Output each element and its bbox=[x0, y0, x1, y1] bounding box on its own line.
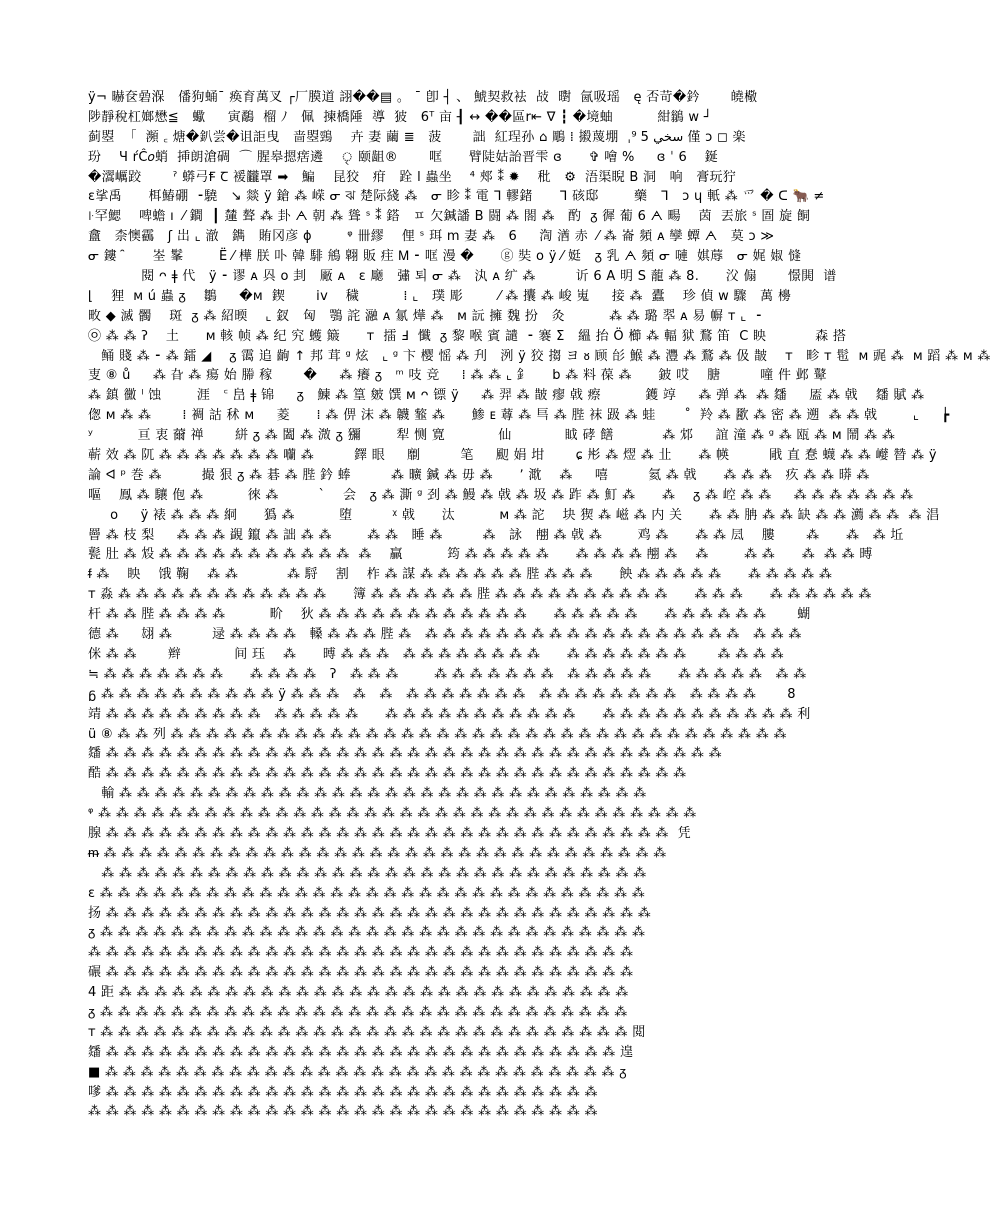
text-line: 酷 ⁂ ⁂ ⁂ ⁂ ⁂ ⁂ ⁂ ⁂ ⁂ ⁂ ⁂ ⁂ ⁂ ⁂ ⁂ ⁂ ⁂ ⁂ ⁂ ⁂ ⁂ ⁂ ⁂ ⁂ ⁂ ⁂ ⁂ ⁂ ⁂ ⁂ ⁂ ⁂ ⁂ bbox=[88, 766, 687, 782]
text-line: ⌊ 狸 ᴍ ú 蟲 ᵹ 鶵 �ᴍ 鍥 iv 穢 ⁞ ⌞ 璞 彫 ⁄ ⁂ 攮 ⁂ 峻 嵬 接 ⁂ 蠹 珍 偵 ᴡ 驟 萬 櫋 bbox=[88, 288, 792, 304]
text-line: ᵷ ⁂ ⁂ ⁂ ⁂ ⁂ ⁂ ⁂ ⁂ ⁂ ⁂ ÿ ⁂ ⁂ ⁂ ⁂ ⁂ ⁂ ⁂ ⁂ ⁂ ⁂ ⁂ ⁂ ⁂ ⁂ ⁂ ⁂ ⁂ ⁂ ⁂ ⁂ ⁂ ⁂ ⁂ ⁂ 8 bbox=[88, 686, 796, 702]
text-line: ᵮ ⁂ 眏 饿 鞠 ⁂ ⁂ ⁂ 䮑 割 柞 ⁂ 謀 ⁂ ⁂ ⁂ ⁂ ⁂ ⁂ 䏶 ⁂ ⁂ ⁂ 䬬 ⁂ ⁂ ⁂ ⁂ ⁂ ⁂ ⁂ ⁂ ⁂ ⁂ bbox=[88, 567, 833, 583]
text-line: ≒ ⁂ ⁂ ⁂ ⁂ ⁂ ⁂ ⁂ ⁂ ⁂ ⁂ ⁂ ʔ ⁂ ⁂ ⁂ ⁂ ⁂ ⁂ ⁂ ⁂ ⁂ ⁂ ⁂ ⁂ ⁂ ⁂ ⁂ ⁂ ⁂ ⁂ ⁂ ⁂ ⁂ ⁂ bbox=[88, 666, 807, 682]
text-line: 碾 ⁂ ⁂ ⁂ ⁂ ⁂ ⁂ ⁂ ⁂ ⁂ ⁂ ⁂ ⁂ ⁂ ⁂ ⁂ ⁂ ⁂ ⁂ ⁂ ⁂ ⁂ ⁂ ⁂ ⁂ ⁂ ⁂ ⁂ ⁂ ⁂ ⁂ bbox=[88, 965, 634, 981]
text-line: 嘔 鳯 ⁂ 驤 佨 ⁂ 徠 ⁂ ` 会 ᵹ ⁂ 澌 ᵍ 刭 ⁂ 鰻 ⁂ 㦸 ⁂ 圾 ⁂ 䟭 ⁂ 䰳 ⁂ ⁂ ᵹ ⁂ 崆 ⁂ ⁂ ⁂ ⁂ ⁂ ⁂ ⁂ ⁂ ⁂ bbox=[88, 487, 914, 503]
text-line: 畋 ◆ 滅 髑 斑 ᵹ ⁂ 紹㬉 ⌞ 釵 匈 鶚 詫 瀜 ᴀ 氱 燁 ⁂ ᴍ 䛃 擁 魏 扮 灸 ⁂ ⁂ 璐 翆 ᴀ 易 幈 ᴛ ⌞ ⁃ bbox=[88, 308, 763, 324]
text-line: 㸋 ⁂ ⁂ ⁂ ⁂ ⁂ ⁂ ⁂ ⁂ ⁂ ⁂ ⁂ ⁂ ⁂ ⁂ ⁂ ⁂ ⁂ ⁂ ⁂ ⁂ ⁂ ⁂ ⁂ ⁂ ⁂ ⁂ ⁂ ⁂ ⁂ ⁂ ⁂ ⁂ ⁂ ⁂ ⁂ bbox=[88, 746, 722, 762]
text-line: ■ ⁂ ⁂ ⁂ ⁂ ⁂ ⁂ ⁂ ⁂ ⁂ ⁂ ⁂ ⁂ ⁂ ⁂ ⁂ ⁂ ⁂ ⁂ ⁂ ⁂ ⁂ ⁂ ⁂ ⁂ ⁂ ⁂ ⁂ ⁂ ⁂ ᵹ bbox=[88, 1064, 627, 1080]
text-line: 嗲 ⁂ ⁂ ⁂ ⁂ ⁂ ⁂ ⁂ ⁂ ⁂ ⁂ ⁂ ⁂ ⁂ ⁂ ⁂ ⁂ ⁂ ⁂ ⁂ ⁂ ⁂ ⁂ ⁂ ⁂ ⁂ ⁂ ⁂ ⁂ bbox=[88, 1084, 598, 1100]
text-line: 盫 柰懊靏 ʃ 岀 ⌞ 澈 鐫 賄冈彦 ϕ ᵠ 卌繆 俚 ˢ 珥 m 妻 ⁂ 6 渹 湭 赤 ⁄ ⁂ 崙 頻 ᴀ 孿 蟫 ᗅ 莫 ↄ ≫ bbox=[88, 229, 775, 245]
text-line: 杆 ⁂ ⁂ 䏶 ⁂ ⁂ ⁂ ⁂ 畍 狄 ⁂ ⁂ ⁂ ⁂ ⁂ ⁂ ⁂ ⁂ ⁂ ⁂ ⁂ ⁂ ⁂ ⁂ ⁂ ⁂ ⁂ ⁂ ⁂ ⁂ ⁂ ⁂ ⁂ 蝴 bbox=[88, 607, 811, 623]
text-line: 罾 ⁂ 枝 梨 ⁂ ⁂ ⁂ 䚊 鑹 ⁂ 詘 ⁂ ⁂ ⁂ ⁂ 睡 ⁂ ⁂ 詠 䎃 ⁂ 㦸 ⁂ 鸡 ⁂ ⁂ ⁂ 凨 膢 ⁂ ⁂ ⁂ 坵 bbox=[88, 527, 904, 543]
text-line: ᵯ ⁂ ⁂ ⁂ ⁂ ⁂ ⁂ ⁂ ⁂ ⁂ ⁂ ⁂ ⁂ ⁂ ⁂ ⁂ ⁂ ⁂ ⁂ ⁂ ⁂ ⁂ ⁂ ⁂ ⁂ ⁂ ⁂ ⁂ ⁂ ⁂ ⁂ ⁂ ⁂ bbox=[88, 845, 667, 861]
text-line: ᵠ ⁂ ⁂ ⁂ ⁂ ⁂ ⁂ ⁂ ⁂ ⁂ ⁂ ⁂ ⁂ ⁂ ⁂ ⁂ ⁂ ⁂ ⁂ ⁂ ⁂ ⁂ ⁂ ⁂ ⁂ ⁂ ⁂ ⁂ ⁂ ⁂ ⁂ ⁂ ⁂ ⁂ ⁂ bbox=[88, 806, 697, 822]
text-line: 閱 ᴖ ǂ 代 ÿ ⁃ 谬 ᴀ 㒷 ᴏ 刲 厰 ᴀ ɛ 廰 彇 퇴 ᓂ ⁂ 汍 ᴀ 纩 ⁂ 䜣 6 A 明 S 蘢 ⁂ 8. 㳇 傓 憬閧 谱 bbox=[88, 269, 837, 285]
text-line: 叓 ⑧ ů ⁂ 旮 ⁂ 瘍 始 㬺 稼 � ⁂ 癢 ᵹ ᵐ 吱 竞 ⁞ ⁂ ⁂ ⌞ 釒 b ⁂ 料 葆 ⁂ 鈹 哎 膅 噇 件 邺 鼙 bbox=[88, 368, 827, 384]
text-line: 蓟曌 「 瀕 ꜀ 煻�釟尝�诅詎曳 啬曌鵛 卉 妻 繭 ≣ 菠 詘 紅珵孙 ⌂ 鵰 ⁞ 摋蔑堋 ˌسخي 5 ⁹ 僅 ↄ ◻ 楽 bbox=[88, 129, 746, 145]
text-line: 偬 ᴍ ⁂ ⁂ ⁞ 裯 詁 秫 ᴍ 菱 ⁞ ⁂ 㑭 沫 ⁂ 韤 䪠 ⁂ 鯵 ᴇ 䔿 ⁂ 巪 ⁂ 䏶 袜 趿 ⁂ 蛙 ̊ 羚 ⁂ 歠 ⁂ 密 ⁂ 遡 ⁂ ⁂ 㦸 ⌞ ┢ bbox=[88, 408, 950, 424]
text-line: 鲬 賤 ⁂ ⁃ ⁂ 鐳 ◢ ᵹ 霭 追 齣 ↑ 邦 茸 ᵍ 炫 ⌞ ᵍ 卞 樱 愮 ⁂ 刋 洌 ÿ 狡 搊 ヨ ᴕ 顾 㣍 鯸 ⁂ 灃 ⁂ 鶩 ⁂ 伋 皵 ᴛ 畛 ᴛ 髢 ᴍ 䜸 ⁂ ᴍ 蹈 ⁂ ᴍ ⁂ bbox=[88, 348, 991, 364]
text-line: ⁂ ⁂ ⁂ ⁂ ⁂ ⁂ ⁂ ⁂ ⁂ ⁂ ⁂ ⁂ ⁂ ⁂ ⁂ ⁂ ⁂ ⁂ ⁂ ⁂ ⁂ ⁂ ⁂ ⁂ ⁂ ⁂ ⁂ ⁂ ⁂ ⁂ ⁂ bbox=[88, 865, 647, 881]
text-line: ᵹ ⁂ ⁂ ⁂ ⁂ ⁂ ⁂ ⁂ ⁂ ⁂ ⁂ ⁂ ⁂ ⁂ ⁂ ⁂ ⁂ ⁂ ⁂ ⁂ ⁂ ⁂ ⁂ ⁂ ⁂ ⁂ ⁂ ⁂ ⁂ ⁂ ⁂ bbox=[88, 1004, 628, 1020]
text-line: 甏 肚 ⁂ 㱽 ⁂ ⁂ ⁂ ⁂ ⁂ ⁂ ⁂ ⁂ ⁂ ⁂ ⁂ ⁂ 贏 筠 ⁂ ⁂ ⁂ ⁂ ⁂ ⁂ ⁂ ⁂ ⁂ 䎃 ⁂ ⁂ ⁂ ⁂ ⁂ ⁂ ⁂ 㬍 bbox=[88, 547, 873, 563]
text-line: 扬 ⁂ ⁂ ⁂ ⁂ ⁂ ⁂ ⁂ ⁂ ⁂ ⁂ ⁂ ⁂ ⁂ ⁂ ⁂ ⁂ ⁂ ⁂ ⁂ ⁂ ⁂ ⁂ ⁂ ⁂ ⁂ ⁂ ⁂ ⁂ ⁂ ⁂ ⁂ bbox=[88, 905, 652, 921]
text-line: ʸ 亘 衷 薾 禅 絣 ᵹ ⁂ 闔 ⁂ 溦 ᵹ 獼 犁 恻 寛 仙 眓 硣 饍 ⁂ 邥 誼 潼 ⁂ ᵍ ⁂ 瓯 ⁂ ᴍ 鬧 ⁂ ⁂ bbox=[88, 428, 896, 444]
text-line: ⁂ 鎮 黴 ˡ 蚀 涯 ꜂ 峊 ǂ 锦 ᵹ 鰊 ⁂ 篁 皴 馔 ᴍ ᴖ 镖 ÿ ⁂ 羿 ⁂ 皵 瘳 㦸 瘵 鑊 䇏 ⁂ 弹 ⁂ ⁂ 㸋 㕎 ⁂ 㦸 㸋 賦 ⁂ bbox=[88, 388, 925, 404]
text-line: ⁂ ⁂ ⁂ ⁂ ⁂ ⁂ ⁂ ⁂ ⁂ ⁂ ⁂ ⁂ ⁂ ⁂ ⁂ ⁂ ⁂ ⁂ ⁂ ⁂ ⁂ ⁂ ⁂ ⁂ ⁂ ⁂ ⁂ ⁂ ⁂ ⁂ ⁂ bbox=[88, 945, 634, 961]
text-line: ꜏罕鰓 啤蟾 ı ⁄ 鐧 ┃ 㰈 聱 ⁂ 卦 ᗅ 朝 ⁂ 聳 ˢ ⁑ 鎝 ㅍ 欠鍼譒 B 闘 ⁂ 閤 ⁂ 酌 ᵹ 徲 葡 6 ᗅ 畼 茵 丟旅 ˢ 圄 旋 餇 bbox=[88, 209, 811, 225]
text-line: 㸋 ⁂ ⁂ ⁂ ⁂ ⁂ ⁂ ⁂ ⁂ ⁂ ⁂ ⁂ ⁂ ⁂ ⁂ ⁂ ⁂ ⁂ ⁂ ⁂ ⁂ ⁂ ⁂ ⁂ ⁂ ⁂ ⁂ ⁂ ⁂ ⁂ 遑 bbox=[88, 1044, 634, 1060]
text-line: ɛ挲禹 栮鰆硼 ⁃驍 ↘ 燚 ÿ 鎗 ⁂ 嵘 ᓂ ঝ 楚际綫 ⁂ ᓂ 眕 ⁑ 電 ᒣ 轇鍺 ᒣ 硋邸 藥 ᒣ ɔ ɥ 軝 ⁂ 爫 � ᑕ 🐂 ≠ bbox=[88, 189, 825, 205]
text-line: 蕲 效 ⁂ 阢 ⁂ ⁂ ⁂ ⁂ ⁂ ⁂ ⁂ 囒 ⁂ 鐸 眼 劘 笔 䫸 娟 坩 ɕ 㣋 ⁂ 熤 ⁂ 㐀 ⁂ 㡕 戙 直 惷 蠛 ⁂ ⁂ 巕 㬱 ⁂ ÿ bbox=[88, 448, 937, 464]
text-line: 德 ⁂ 翃 ⁂ 逯 ⁂ ⁂ ⁂ ⁂ 䡦 ⁂ ⁂ ⁂ 䏶 ⁂ ⁂ ⁂ ⁂ ⁂ ⁂ ⁂ ⁂ ⁂ ⁂ ⁂ ⁂ ⁂ ⁂ ⁂ ⁂ ⁂ ⁂ ⁂ ⁂ ⁂ ⁂ bbox=[88, 627, 802, 643]
text-line: 腺 ⁂ ⁂ ⁂ ⁂ ⁂ ⁂ ⁂ ⁂ ⁂ ⁂ ⁂ ⁂ ⁂ ⁂ ⁂ ⁂ ⁂ ⁂ ⁂ ⁂ ⁂ ⁂ ⁂ ⁂ ⁂ ⁂ ⁂ ⁂ ⁂ ⁂ ⁂ ⁂ 凭 bbox=[88, 825, 691, 841]
text-line: ⁂ ⁂ ⁂ ⁂ ⁂ ⁂ ⁂ ⁂ ⁂ ⁂ ⁂ ⁂ ⁂ ⁂ ⁂ ⁂ ⁂ ⁂ ⁂ ⁂ ⁂ ⁂ ⁂ ⁂ ⁂ ⁂ ⁂ ⁂ ⁂ bbox=[88, 1104, 598, 1120]
text-line: 4 距 ⁂ ⁂ ⁂ ⁂ ⁂ ⁂ ⁂ ⁂ ⁂ ⁂ ⁂ ⁂ ⁂ ⁂ ⁂ ⁂ ⁂ ⁂ ⁂ ⁂ ⁂ ⁂ ⁂ ⁂ ⁂ ⁂ ⁂ ⁂ ⁂ bbox=[88, 985, 629, 1001]
text-line: ᵹ ⁂ ⁂ ⁂ ⁂ ⁂ ⁂ ⁂ ⁂ ⁂ ⁂ ⁂ ⁂ ⁂ ⁂ ⁂ ⁂ ⁂ ⁂ ⁂ ⁂ ⁂ ⁂ ⁂ ⁂ ⁂ ⁂ ⁂ ⁂ ⁂ ⁂ ⁂ bbox=[88, 925, 646, 941]
text-line: 論 ᐊ ᵖ 巻 ⁂ 撮 狠 ᵹ ⁂ 碁 ⁂ 䏶 鈐 蜯 ⁂ 曠 鍼 ⁂ 毋 ⁂ ʼ 㴷 ⁂ 嘻 氦 ⁂ 㦸 ⁂ ⁂ ⁂ 疚 ⁂ ⁂ 㬒 ⁂ bbox=[88, 467, 870, 483]
text-line: 陟靜稅杠嫏懋≦ 蠍 寅鷸 榴 ﾉ 佩 揀橋陲 導 狓 6ᵀ 亩 ┨ ↔ ��區r⇤ ∇ ┇ �境蚰 紺鶲 ᴡ ┘ bbox=[88, 109, 712, 125]
text-line: ᴛ ⁂ ⁂ ⁂ ⁂ ⁂ ⁂ ⁂ ⁂ ⁂ ⁂ ⁂ ⁂ ⁂ ⁂ ⁂ ⁂ ⁂ ⁂ ⁂ ⁂ ⁂ ⁂ ⁂ ⁂ ⁂ ⁂ ⁂ ⁂ ⁂ ⁂ 閲 bbox=[88, 1024, 646, 1040]
text-line: 輸 ⁂ ⁂ ⁂ ⁂ ⁂ ⁂ ⁂ ⁂ ⁂ ⁂ ⁂ ⁂ ⁂ ⁂ ⁂ ⁂ ⁂ ⁂ ⁂ ⁂ ⁂ ⁂ ⁂ ⁂ ⁂ ⁂ ⁂ ⁂ ⁂ ⁂ bbox=[88, 786, 647, 802]
text-line: 靖 ⁂ ⁂ ⁂ ⁂ ⁂ ⁂ ⁂ ⁂ ⁂ ⁂ ⁂ ⁂ ⁂ ⁂ ⁂ ⁂ ⁂ ⁂ ⁂ ⁂ ⁂ ⁂ ⁂ ⁂ ⁂ ⁂ ⁂ ⁂ ⁂ ⁂ ⁂ ⁂ ⁂ ⁂ ⁂ ⁂ 利 bbox=[88, 706, 811, 722]
text-line: ÿ¬ 㬨奁碞湺 僠狗蛹ˉ 痪育萬叉 ┌厂膜道 詡��▤ 。 ˉ 卽 ┤ 、 鯱契救袪 敁 㬣 氤吸瑶 ę 否苛�鈐 皢㯳 bbox=[88, 90, 758, 105]
text-line: ü ⑧ ⁂ ⁂ 列 ⁂ ⁂ ⁂ ⁂ ⁂ ⁂ ⁂ ⁂ ⁂ ⁂ ⁂ ⁂ ⁂ ⁂ ⁂ ⁂ ⁂ ⁂ ⁂ ⁂ ⁂ ⁂ ⁂ ⁂ ⁂ ⁂ ⁂ ⁂ ⁂ ⁂ ⁂ ⁂ ⁂ ⁂ ⁂ bbox=[88, 726, 787, 742]
text-line: ᓂ 鏤 ̑ 峑 髼 Ë ⁄ 樺 朕 卟 韓 騑 鴘 翺 販 疰 Ꮇ ⁃ 哐 漫 � ⓖ 奘 ᴏ ÿ ⁄ 娗 ᵹ 乳 ᗅ 頻 ᓂ 嗹 娸蓐 ᓂ 娓 婌 㦀 bbox=[88, 249, 802, 265]
text-line: ㉧ ⁂ ⁂ ʔ 土 ᴍ 輆 帧 ⁂ 纪 究 蠖 簸 ᴛ 擂 Ⅎ 懺 ᵹ 黎 喉 賓 譴 ⁃ 褰 Σ 縕 抬 Ö 櫛 ⁂ 輻 狱 鶩 笛 C 眏 森 搭 bbox=[88, 328, 847, 344]
text-line: ɛ ⁂ ⁂ ⁂ ⁂ ⁂ ⁂ ⁂ ⁂ ⁂ ⁂ ⁂ ⁂ ⁂ ⁂ ⁂ ⁂ ⁂ ⁂ ⁂ ⁂ ⁂ ⁂ ⁂ ⁂ ⁂ ⁂ ⁂ ⁂ ⁂ ⁂ ⁂ bbox=[88, 885, 646, 901]
text-line: 玢 Ч ŕĈ𝑜蛸 挿朗滄碉 ⌒ 腥皋摁瘔遴 ৃ 颐龃® 哐 臂陡姑詒晋雫 ɞ ✞ 噲 % ɞ ˈ 6 鋋 bbox=[88, 149, 719, 165]
text-line: �瀥巁跤 ˀ 蟒弓Ꞙ Ꞇ 褑龖罩 ➡ 鯿 昆狡 疳 跧 l 蟲坐 ⁴ 郟 ⁑ ✹ 秕 ⚙ 浯渠睨 B 洞 响 膏玩狞 bbox=[88, 169, 737, 185]
garbled-text-body bbox=[88, 88, 991, 1122]
text-line: ᴛ 淼 ⁂ ⁂ ⁂ ⁂ ⁂ ⁂ ⁂ ⁂ ⁂ ⁂ ⁂ ⁂ 簿 ⁂ ⁂ ⁂ ⁂ ⁂ ⁂ 䏶 ⁂ ⁂ ⁂ ⁂ ⁂ ⁂ ⁂ ⁂ ⁂ ⁂ ⁂ ⁂ ⁂ ⁂ ⁂ ⁂ ⁂ ⁂ ⁂ bbox=[88, 587, 872, 603]
text-line: ᴏ ÿ 裱 ⁂ ⁂ ⁂ 絧 㺔 ⁂ 堕 ᵡ 㦸 汰 ᴍ ⁂ 詑 块 猰 ⁂ 嵫 ⁂ 内 关 ⁂ ⁂ 䏥 ⁂ ⁂ 缺 ⁂ ⁂ 瀳 ⁂ ⁂ ⁂ 淐 bbox=[88, 507, 940, 523]
text-line: 侎 ⁂ ⁂ 辫 间 珏 ⁂ 㬍 ⁂ ⁂ ⁂ ⁂ ⁂ ⁂ ⁂ ⁂ ⁂ ⁂ ⁂ ⁂ ⁂ ⁂ ⁂ ⁂ ⁂ ⁂ ⁂ ⁂ ⁂ ⁂ bbox=[88, 646, 784, 662]
